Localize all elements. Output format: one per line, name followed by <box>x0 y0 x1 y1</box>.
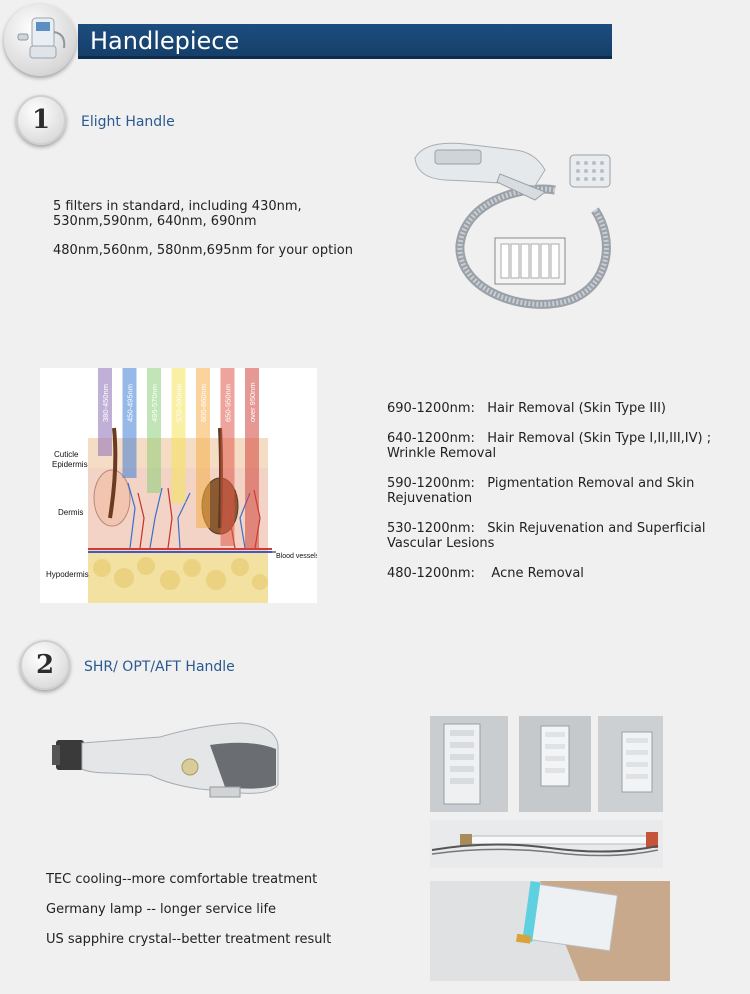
lamp-photo <box>430 820 663 868</box>
application-range: 480-1200nm: <box>387 566 475 581</box>
section-number-1: 1 <box>16 95 66 145</box>
application-desc-cont: Rejuvenation <box>387 491 473 506</box>
application-desc-cont: Vascular Lesions <box>387 536 495 551</box>
application-range: 530-1200nm: <box>387 521 475 536</box>
application-range: 590-1200nm: <box>387 476 475 491</box>
spectrum-band-label: 600-660nm <box>199 384 208 422</box>
application-range: 640-1200nm: <box>387 431 475 446</box>
application-desc: Acne Removal <box>491 566 584 581</box>
layer-label-hypodermis: Hypodermis <box>46 570 89 579</box>
spectrum-band-label: over 950nm <box>248 382 257 422</box>
filter-photo-3 <box>598 716 663 812</box>
feature-tec-cooling: TEC cooling--more comfortable treatment <box>46 872 318 887</box>
spectrum-band-label: 450-495nm <box>125 384 135 422</box>
filter-photo-1 <box>430 716 508 812</box>
application-desc-cont: Wrinkle Removal <box>387 446 497 461</box>
elight-handle-image <box>405 130 625 320</box>
filters-line-2: 530nm,590nm, 640nm, 690nm <box>53 214 257 229</box>
filters-line-1: 5 filters in standard, including 430nm, <box>53 199 302 214</box>
application-desc: Pigmentation Removal and Skin <box>487 476 695 491</box>
spectrum-band-label: 495-570nm <box>150 384 159 422</box>
application-range: 690-1200nm: <box>387 401 475 416</box>
page-title: Handlepiece <box>90 27 240 55</box>
application-item <box>387 476 727 521</box>
spectrum-band-label: 650-950nm <box>223 384 233 422</box>
feature-sapphire-crystal: US sapphire crystal--better treatment result <box>46 932 332 947</box>
layer-label-cuticle: Cuticle <box>54 450 79 459</box>
spectrum-diagram <box>40 368 317 603</box>
filter-photo-2 <box>519 716 591 812</box>
application-item <box>387 431 727 476</box>
application-desc: Hair Removal (Skin Type I,II,III,IV) ; <box>487 431 712 446</box>
optional-filters: 480nm,560nm, 580nm,695nm for your option <box>53 243 354 258</box>
spectrum-band-label: 570-590nm <box>174 384 184 422</box>
layer-label-epidermis: Epidermis <box>52 460 88 469</box>
applications-list <box>387 401 727 586</box>
application-desc: Skin Rejuvenation and Superficial <box>487 521 706 536</box>
spectrum-band-label: 380-450nm <box>101 384 110 422</box>
layer-label-dermis: Dermis <box>58 508 84 517</box>
vessel-label: Blood vessels <box>276 553 317 560</box>
shr-handle-image <box>50 715 290 805</box>
section-title-elight: Elight Handle <box>81 114 175 130</box>
section-title-shr: SHR/ OPT/AFT Handle <box>84 659 235 675</box>
application-item <box>387 521 727 566</box>
feature-germany-lamp: Germany lamp -- longer service life <box>46 902 277 917</box>
section-number-2: 2 <box>20 640 70 690</box>
sapphire-crystal-photo <box>430 881 670 981</box>
device-logo <box>4 4 76 76</box>
machine-icon <box>4 4 76 76</box>
application-item <box>387 566 727 586</box>
application-item <box>387 401 727 431</box>
application-desc: Hair Removal (Skin Type III) <box>487 401 666 416</box>
